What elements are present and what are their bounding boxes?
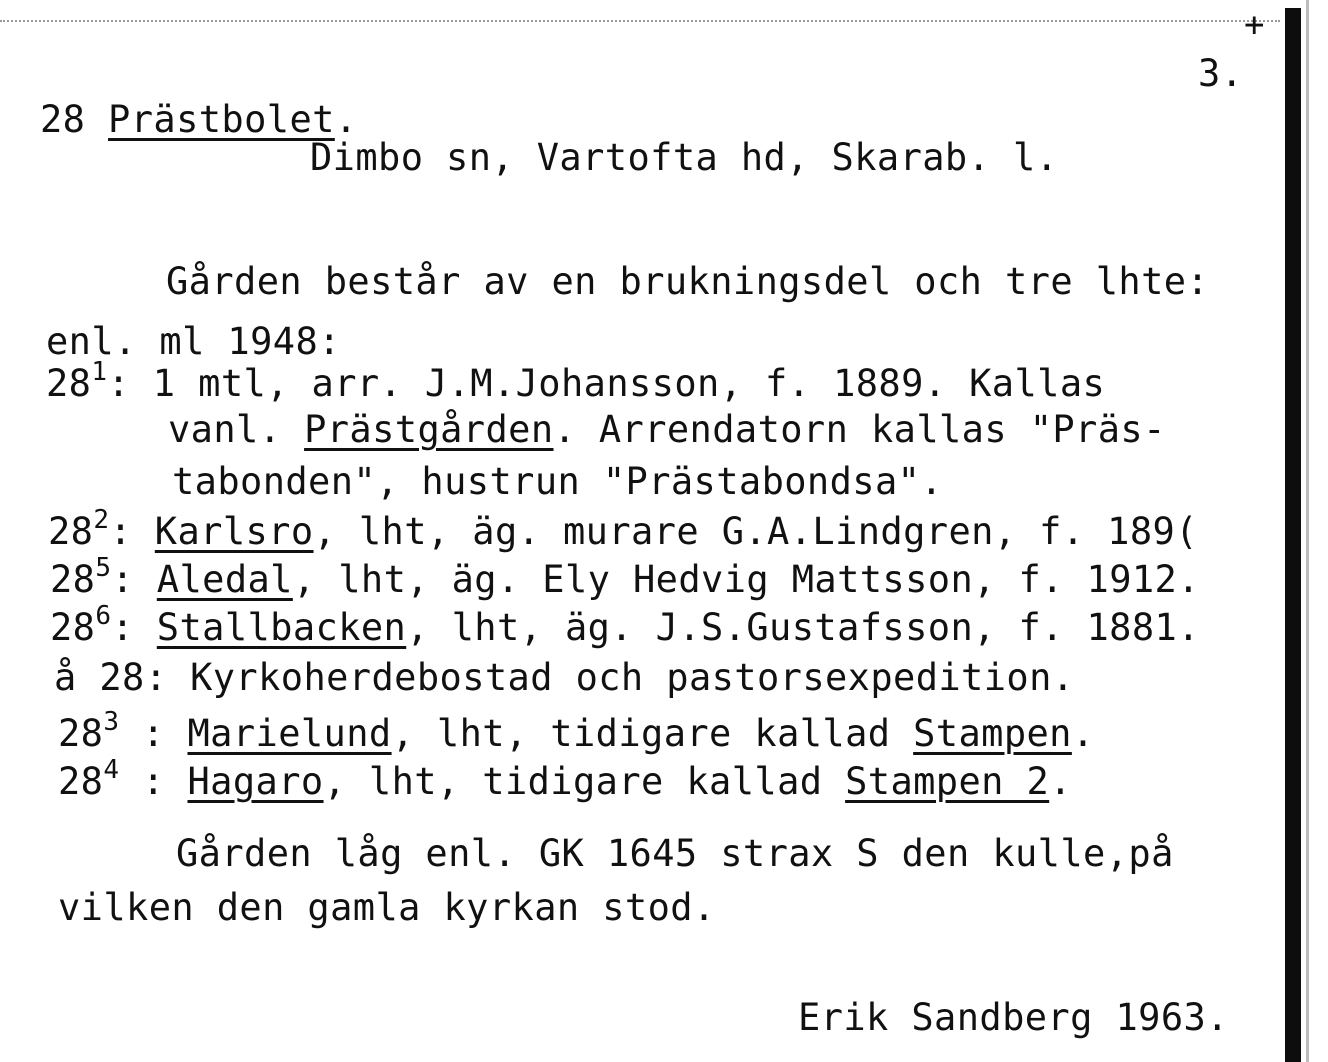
entry-sep: : [111,558,135,601]
signature: Erik Sandberg 1963. [798,996,1229,1039]
entry-prefix: å 28: [54,656,168,699]
entry-sup: 2 [93,505,110,535]
entry-sep: : [111,606,135,649]
entry-sup: 6 [95,601,112,631]
entry-text: 1 mtl, arr. J.M.Johansson, f. 1889. Kallas [152,362,1106,405]
entry-text-post: . Arrendatorn kallas "Präs- [553,408,1166,451]
entry-base: 28 [50,558,96,601]
entry-text: , lht, äg. murare G.A.Lindgren, f. 189( [313,510,1198,553]
entry-place-name: Prästgården [304,408,554,451]
page-number: 3. [1198,52,1244,95]
entry-sup: 5 [95,553,112,583]
entry-text-pre: vanl. [168,408,305,451]
entry-text: , lht, tidigare kallad [391,712,914,755]
heading-number: 28 [40,98,86,141]
entry-28-1-line-1 [46,357,1106,405]
entry-base: 28 [48,510,94,553]
entry-text: , lht, äg. Ely Hedvig Mattsson, f. 1912. [292,558,1200,601]
right-edge-shadow [1285,8,1301,1062]
entry-text: , lht, äg. J.S.Gustafsson, f. 1881. [406,606,1200,649]
closing-line-1: Gården låg enl. GK 1645 strax S den kulle,på [176,832,1174,875]
heading-name: Prästbolet [108,98,335,141]
entry-place-name: Stallbacken [156,606,407,649]
entry-sup: 1 [91,357,108,387]
top-edge-line [0,20,1280,26]
entry-28-4 [58,755,1072,803]
entry-sup: 4 [103,755,120,785]
entry-a-28 [54,658,1074,698]
entry-place-name: Aledal [156,558,293,601]
entry-text: Kyrkoherdebostad och pastorsexpedition. [190,656,1075,699]
closing-line-2: vilken den gamla kyrkan stod. [58,886,716,929]
entry-28-1-line-2 [168,410,1166,450]
entry-28-5 [50,553,1200,601]
entry-former-name: Stampen 2 [845,760,1050,803]
entry-text: , lht, tidigare kallad [323,760,846,803]
heading-line [40,100,358,140]
entry-sep: : [107,362,131,405]
entry-sep: : [109,510,133,553]
right-edge-faint [1306,0,1309,1062]
entry-former-name: Stampen [913,712,1072,755]
entry-sup: 3 [103,707,120,737]
entry-place-name: Marielund [187,712,392,755]
entry-sep: : [142,760,165,803]
plus-mark-icon: + [1244,5,1265,45]
entry-text-end: . [1049,760,1072,803]
entry-base: 28 [58,760,104,803]
intro-line-1: Gården består av en brukningsdel och tre lhte: [166,260,1210,303]
intro-rest: ml 1948: [159,320,341,363]
entry-base: 28 [58,712,104,755]
entry-text-end: . [1071,712,1095,755]
entry-28-3 [58,707,1095,755]
entry-place-name: Hagaro [187,760,324,803]
entry-sep: : [142,712,165,755]
entry-base: 28 [50,606,96,649]
heading-location: Dimbo sn, Vartofta hd, Skarab. l. [310,136,1059,179]
heading-name-tail: . [334,98,358,141]
entry-base: 28 [46,362,92,405]
entry-28-2 [48,505,1198,553]
intro-line-2 [46,322,341,362]
entry-place-name: Karlsro [154,510,314,553]
intro-prefix: enl. [46,320,137,363]
entry-28-6 [50,601,1200,649]
entry-28-1-line-3: tabonden", hustrun "Prästabondsa". [172,460,943,503]
